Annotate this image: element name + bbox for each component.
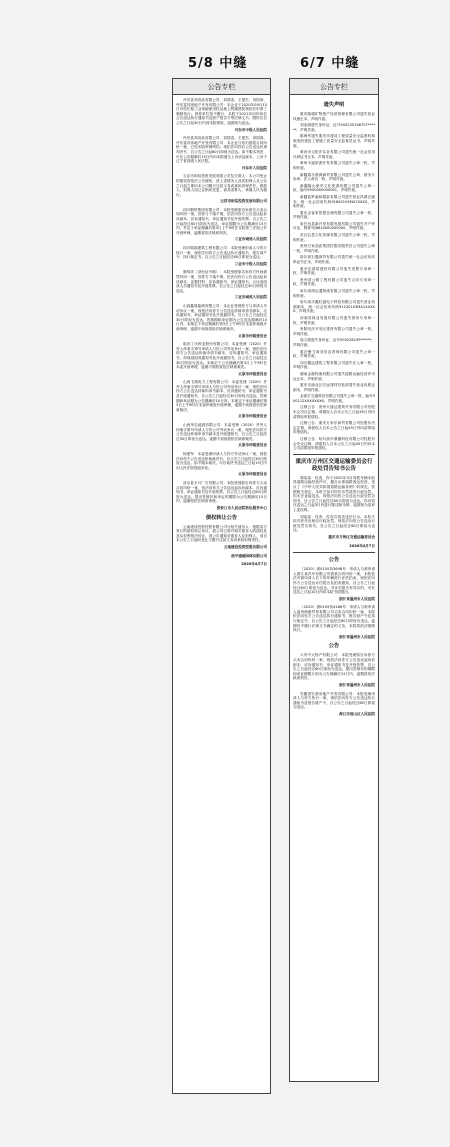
notice-paragraph: 云南建设投资控股有限公司与相关债务人：根据双方签订的债权转让协议，我公司已将对相关债务人的债权及其从权利依法转让，现公告通知各债务人及担保人，请自本公告之日起向受让方履行还款义务或承担担保责任。 [176,524,267,543]
notice-paragraph: 贵州省公路工程有限公司遗失合同专用章一枚，声明作废。 [293,277,375,287]
notice-signature: 太原市仲裁委员会 [238,443,267,448]
notice-paragraph: 刘某某：经查，你存在同类违法行为，本机关拟对你作出相应行政处罚，现依法向你公告送达行政处罚告知书，自公告之日起经过60日即视为送达。 [293,514,375,533]
notice-signature: 三亚市城郊人民法院 [234,295,267,300]
notice-signature: 太原市仲裁委员会 [238,414,267,419]
notice-signature: 太原市仲裁委员会 [238,333,267,338]
left-heading: 5/8 中缝 [188,56,248,71]
notice-paragraph: 注销公告：贵州兴盛达建筑劳务有限公司经股东会决议注销，请债权人自本公告之日起45日内向清算组申报债权。 [293,405,375,419]
notice-signature: 太原市仲裁委员会 [238,371,267,376]
notice-signature: 丹东市中级人民法院 [234,127,267,132]
notice-paragraph: 贵阳经济开发区建材有限公司遗失公章一枚，声明作废。 [293,327,375,336]
notice-signature: 三亚市城郊人民法院 [234,237,267,242]
right-column-body [290,95,378,717]
section-title: 遗失声明 [323,102,345,108]
notice-paragraph: 杨建军：本委受理申请人与你方劳动争议一案，现依法向你方公告送达仲裁裁决书。自公告之日起经过30日即视为送达。如不服本裁决，可自裁决书送达之日起15日内向人民法院提起诉讼。 [176,452,267,470]
divider [293,552,375,553]
notice-paragraph: 重庆金客家智慧仓储有限公司遗失公章一枚，声明作废。 [293,210,375,220]
notice-paragraph: 山西鑫晟能源有限公司：本企业受理你方与申请人劳动争议一案，现依法向你方公告送达仲裁申请书副本、应诉通知书、举证通知书及开庭通知书。自公告之日起经过30日即视为送达，答辩期和举证期为公告送达期满后10日内。本案定于举证期满后第3日上午9时在本委仲裁庭开庭审理，逾期不到庭将依法缺席裁决。 [176,303,267,331]
notice-paragraph: 刘亚丽遗失身份证，证号500235198707******，声明作废。 [293,123,375,132]
notice-signature: 2020年4月7日 [349,543,375,548]
notice-signature: 浙江省温州市人民法院 [339,683,375,687]
left-notice-column [172,78,271,1094]
notice-paragraph: 丹东富邦食品有限公司、刘国清、王建杰、刘国涛、丹东富邦房地产开发有限公司：本企业于2020年09月15日对你们原工业用地使用权及地上附属建筑物依法申请了强制执行。因你单位拒不履行，本院于2021年向你单位公告送达执行通知书及财产报告令等法律文书，限你们自公告之日起30日内到本院领取，逾期视为送达。 [176,98,267,125]
left-column-body [173,95,270,567]
notice-paragraph: 山西华弘能源有限公司：本委受理（2020）并劳人仲案字第号申请人与你公司劳动争议一案，现依法向你方公告送达仲裁申请书副本及开庭通知书，自公告之日起经过30日即视为送达。逾期不到庭将依法缺席裁决。 [176,423,267,441]
notice-paragraph: 湖南金港物流有限公司遗失道路运输经营许可证正本，声明作废。 [293,371,375,381]
notice-signature: 海口市琼山区人民法院 [339,711,375,716]
notice-signature: 南平建瓯园林有限公司 [231,553,267,558]
right-notice-column [289,78,379,1082]
notice-paragraph: 注销公告：哈尔滨市鼎鑫科技有限公司经股东会决议注销，请债权人自本公告之日起45日内向本公司清算组申报债权。 [293,437,375,451]
notice-signature: 云浮市和信投资发展有限公司 [220,199,267,204]
notice-paragraph: 重庆弘基星建材有限公司遗失发票专用章一枚，声明作废。 [293,266,375,276]
notice-paragraph: 新疆瑞丰康源商贸有限公司遗失公章、财务专用章、法人章各一枚，声明作废。 [293,172,375,182]
notice-paragraph: 河南省林业发展有限公司遗失财务专用章一枚，声明作废。 [293,315,375,325]
notice-paragraph: 哈尔滨宏鑫商贸有限公司遗失统一社会信用代码证书正本，声明作废。 [293,255,375,265]
notice-paragraph: 陈海军遗失重庆市建设工程质量安全监督机构颁发的建设工程施工质量安全监督员证书，声明作废。 [293,134,375,148]
section-title: 债权转让公告 [205,514,238,521]
notice-paragraph: 康明祥（身份证号略）：本院受理原告诉你方民间借贷纠纷一案，因你方下落不明，依法向你方公告送达起诉状副本、证据材料、应诉通知书、举证通知书、合议庭组成人员通知书及开庭传票。自公告之日起经过30日即视为送达。 [176,270,267,293]
notice-paragraph: 四川锦源建筑工程有限公司：本院受理申请人与你方执行一案，现依法向你方公告送达执行通知书、报告财产令、执行裁定书。自公告之日起经过60日即视为送达。 [176,246,267,260]
notice-paragraph: 金凯宏交通科技有限公司遗失公章一枚，编号500112XXXXXXXX，声明作废。 [293,394,375,403]
notice-signature: 2020年4月7日 [241,562,267,567]
notice-paragraph: 黄州丰盛旅游开发有限公司遗失公章一枚，声明作废。 [293,161,375,170]
notice-paragraph: 哈尔滨市鑫旺盛电子科技有限公司遗失营业执照副本，统一社会信用代码91230103MA1XXXXX，声明作废。 [293,300,375,314]
notice-paragraph: 武汉弘盈文化传媒有限公司遗失公章一枚，声明作废。 [293,233,375,242]
notice-paragraph: 四川钢铁集团有限公司：本院受理原告诉被告买卖合同纠纷一案，因你方下落不明，依法向你方公告送达起诉状副本、应诉通知书、举证通知书及开庭传票。自公告之日起经过60日即视为送达，举证期限为公告期满后15日内，并定于举证期满后第3日上午9时在本院第三法庭公开开庭审理，逾期将依法缺席判决。 [176,207,267,235]
notice-signature: 浙江省温州市人民法院 [339,634,375,639]
notice-paragraph: 安徽省宏基房地产开发有限公司：本院受理申请人与你方执行一案，现依法向你方公告送达执行通知书及报告财产令，自公告之日起经过60日即视为送达。 [293,691,375,710]
left-column-title: 公告专栏 [173,79,270,95]
notice-paragraph: 云浮市和信投资发展有限公司及关联人：本公司受让的债权现依法公告催收，请上述债务人及其担保人从公告之日起立即向本公司履行还款义务或承担担保责任。借款人、担保人如已注销或变更，请其清算人、承继人代为履行。 [176,174,267,197]
notice-paragraph: 重庆隆德矿物资产经营管理有限公司遗失营业执照正本，声明作废。 [293,112,375,121]
notice-signature: 重庆市万州区交通运输委员会 [328,534,375,539]
notice-paragraph: 黄河市元阳乡实业有限公司遗失统一社会信用代码证书正本，声明作废。 [293,150,375,159]
notice-signature: 太原市仲裁委员会 [238,472,267,477]
section-title: 公告 [328,643,340,650]
notice-paragraph: 重庆聚力商务信息咨询有限公司遗失公章一枚，声明作废。 [293,349,375,359]
notice-paragraph: 注销公告：重庆万家乐商贸有限公司经股东决定注销，请债权人自本公告之日起45日内向清算组申报债权。 [293,421,375,435]
notice-paragraph: 临汾丁氏种业股份有限公司：本委受理（2020）并劳人仲案字第号申请人与你公司劳动争议一案，现依法向你方公告送达仲裁申请书副本、应诉通知书、举证通知书、仲裁庭组成通知书及开庭通知书。自公告之日起经过30日即视为送达。本案定于公告期满后第3日上午9时在本委开庭审理，逾期不到庭将依法缺席裁决。 [176,342,267,370]
section-title: 重庆市万州区交通运输委员会行政处罚告知书公告 [295,458,373,472]
notice-paragraph: 周文娟遗失身份证，证号500228199******，声明作废。 [293,338,375,347]
notice-signature: 三亚市中级人民法院 [234,261,267,266]
notice-paragraph: 丹东富邦食品有限公司、刘国清、王建杰、刘国涛、丹东富邦房地产开发有限公司：本企业与你们借款合同纠纷一案，已经本院审理终结。现依法向你们公告送达民事判决书，自公告之日起60日即视为送达。如不服本判决，可在公告期满后15日内向本院递交上诉状及副本，上诉于辽宁省高级人民法院。 [176,136,267,164]
right-column-title: 公告专栏 [290,79,378,95]
notice-paragraph: （2020）浙0105执4166号：申请人与被申请人温州海港贸易有限公司买卖合同纠纷一案，本院依法向你方公告送达执行通知书、报告财产令及执行裁定书，自公告之日起经过60日即视为送达。逾期仍不履行法律文书确定的义务，本院将依法强制执行。 [293,605,375,633]
notice-paragraph: 六安中大物产有限公司：本院受理原告诉你方买卖合同纠纷一案，现依法向你方公告送达起诉状副本、应诉通知书、举证通知书及开庭传票，自公告之日起经过60日即视为送达。提出答辩状的期限和举证期限分别为公告期满后15日内，逾期将依法缺席判决。 [293,653,375,681]
notice-paragraph: 重庆市渝北区宏远建材经营部遗失营业执照正副本，声明作废。 [293,383,375,392]
notice-paragraph: 哈尔滨鸿运通物流有限公司遗失公章一枚，声明作废。 [293,289,375,298]
right-heading: 6/7 中缝 [300,56,360,71]
notice-paragraph: 谭某某：经查，你于2020年3月驾驶车辆未取得道路运输经营许可，擅自从事道路客运经营，违反了《中华人民共和国道路运输条例》的规定。依据相关规定，本机关拟对你作出罚款的行政处罚。因无法直接送达，现依法向你公告送达行政处罚告知书，自公告之日起经过60日即视为送达。你有权在送达之日起3日内进行陈述和申辩，逾期视为放弃上述权利。 [293,475,375,512]
notice-paragraph: 贵州万家品质集团控股有限责任公司遗失公章一枚，声明作废。 [293,244,375,253]
notice-signature: 云南建设投资控股有限公司 [223,544,267,549]
section-title: 公告 [328,557,340,564]
notice-paragraph: 新疆蓝岭嘉和服装有限公司遗失营业执照正副本，统一社会信用代码91650105MA7XXXX，声明作废。 [293,194,375,209]
notice-paragraph: 四川鑫远建筑工程有限公司遗失法人章一枚，声明作废。 [293,360,375,370]
divider [293,454,375,455]
notice-paragraph: （2020）浙0105执3698号：申请人与被申请人浙江某汽车有限公司借款合同纠纷一案，本院依法对被申请人名下的车辆进行评估拍卖，现依法向你方公告送达评估报告及拍卖通知，自公告之日起经过60日即视为送达。对评估报告有异议的，可在送达之日起10日内向本院书面提出。 [293,567,375,595]
notice-signature: 张家口市人民法院诉讼服务中心 [216,505,267,510]
notice-paragraph: 新疆隆山豪华文化旅游有限公司遗失公章一枚，编号6500000000001，声明作废。 [293,183,375,193]
notice-paragraph: 哈巴河县新开发有限发展有限公司遗失开户许可证，核准号J8810000000000，声明作废。 [293,221,375,231]
notice-signature: 浙江省温州市人民法院 [339,596,375,601]
notice-paragraph: 山西飞翔电力工程有限公司：本委受理（2020）并劳人仲案字第号申请人与你公司劳动争议一案，现依法向你方公告送达仲裁申请书副本、应诉通知书、举证通知书及开庭通知书，自公告之日起经过30日即视为送达。答辩期和举证期为公告期满后10日内。本案定于举证期满后第3日上午9时在本委仲裁庭开庭审理，逾期不到庭将依法缺席裁决。 [176,380,267,412]
notice-signature: 丹东市人民法院 [241,165,267,170]
notice-paragraph: 清水县永兴厂石有限公司：本院受理原告诉你方买卖合同纠纷一案，依法向你方公告送达起诉状副本、应诉通知书、举证通知书及开庭传票，自公告之日起经过60日即视为送达。提出答辩状和举证的期限为公告期满后15日内，逾期将依法缺席审理。 [176,480,267,504]
